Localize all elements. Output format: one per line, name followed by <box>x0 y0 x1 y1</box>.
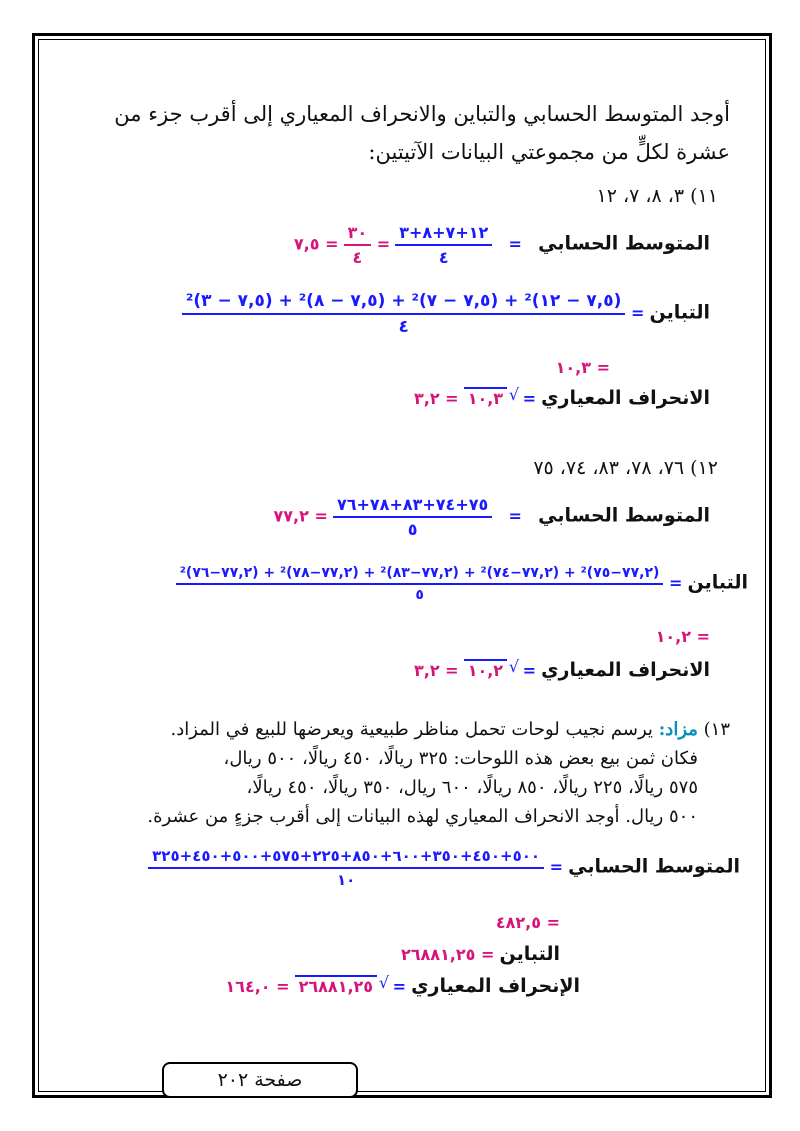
problem-13-statement: ١٣) مزاد: يرسم نجيب لوحات تحمل مناظر طبيعية ويعرضها للبيع في المزاد. فكان ثمن بيع بعض هذه اللوحات: ٣٢٥ ريالًا، ٤٥٠ ريالًا، ٥٠٠ ريال، ٥٧٥ ريالًا، ٢٢٥ ريالًا، ٨٥٠ ريالًا، ٦٠٠ ريال، ٣٥٠ ريالًا، ٤٥٠ ريالًا، ٥٠٠ ريال. أوجد الانحراف المعياري لهذه البيانات إلى أقرب جزءٍ من عشرة. <box>147 719 730 827</box>
problem-12-data: ١٢) ٧٦، ٧٨، ٨٣، ٧٤، ٧٥ <box>533 457 718 479</box>
intro-line-1: أوجد المتوسط الحسابي والتباين والانحراف المعياري إلى أقرب جزء من <box>114 102 730 126</box>
problem-12-variance: التباين = (٧٧,٢−٧٥)² + (٧٧,٢−٧٤)² + (٧٧,٢−٨٣)² + (٧٧,٢−٧٨)² + (٧٧,٢−٧٦)² ٥ <box>176 565 748 603</box>
problem-12-mean: المتوسط الحسابي = $\frac{٧٥+٧٤+٨٣+٧٨+٧٦}{٥}$ = ٧٧,٢ <box>273 495 710 539</box>
problem-11-variance: التباين = $\frac{\text{(٧,٥ − ١٢)² + (٧,٥ − ٧)² + (٧,٥ − ٨)² + (٧,٥ − ٣)²}}{٤}$ <box>182 291 710 337</box>
mean-fraction: $\frac{٧٥+٧٤+٨٣+٧٨+٧٦}{٥}$ <box>333 495 492 539</box>
problem-11-mean: المتوسط الحسابي = $\frac{١٢+٧+٨+٣}{٤}$ = $\frac{٣٠}{٤}$ = ٧,٥ <box>293 223 710 267</box>
problem-11-data: ١١) ٣، ٨، ٧، ١٢ <box>596 185 718 207</box>
variance-label: التباين <box>687 571 748 594</box>
sd-label: الإنحراف المعياري <box>411 975 580 997</box>
sd-result: ٣,٢ <box>414 389 440 408</box>
problem-11-variance-result: = ١٠,٣ <box>555 358 610 377</box>
mean-label: المتوسط الحسابي <box>538 504 710 527</box>
page-number-badge: صفحة ٢٠٢ <box>162 1062 358 1098</box>
variance-label: التباين <box>499 943 560 965</box>
mean-result: ٧,٥ <box>293 234 320 254</box>
problem-13-tag: مزاد: <box>658 719 698 740</box>
problem-12-sd: الانحراف المعياري = ١٠,٢ √ = ٣,٢ <box>414 659 710 681</box>
sd-result: ٣,٢ <box>414 661 440 680</box>
problem-11-sd: الانحراف المعياري = ١٠,٣ √ = ٣,٢ <box>414 387 710 409</box>
problem-13-mean-result: = ٤٨٢,٥ <box>495 913 560 932</box>
problem-13-number: ١٣) <box>703 719 730 740</box>
mean-fraction: $\frac{١٢+٧+٨+٣}{٤}$ <box>395 223 492 267</box>
mean-label: المتوسط الحسابي <box>568 855 740 878</box>
intro-line-2: عشرة لكلٍّ من مجموعتي البيانات الآتيتين: <box>368 140 730 164</box>
intro-instructions <box>114 95 730 171</box>
sd-label: الانحراف المعياري <box>541 387 710 409</box>
problem-13-sd: الإنحراف المعياري = ٢٦٨٨١,٢٥ √ = ١٦٤,٠ <box>225 975 580 997</box>
problem-12-variance-result: = ١٠,٢ <box>655 627 710 646</box>
mean-label: المتوسط الحسابي <box>538 232 710 255</box>
sd-radicand: ٢٦٨٨١,٢٥ √ <box>295 975 377 996</box>
mean-result: ٧٧,٢ <box>273 506 309 526</box>
variance-fraction: $\frac{\text{(٧,٥ − ١٢)² + (٧,٥ − ٧)² + (٧,٥ − ٨)² + (٧,٥ − ٣)²}}{٤}$ <box>182 291 625 337</box>
sd-radicand: ١٠,٢ √ <box>464 659 507 680</box>
mean-mid-fraction: $\frac{٣٠}{٤}$ <box>344 223 372 267</box>
variance-result: ٢٦٨٨١,٢٥ <box>400 945 476 964</box>
sd-label: الانحراف المعياري <box>541 659 710 681</box>
sd-radicand: ١٠,٣ √ <box>464 387 507 408</box>
problem-13-variance: التباين = ٢٦٨٨١,٢٥ <box>400 943 560 965</box>
variance-fraction: (٧٧,٢−٧٥)² + (٧٧,٢−٧٤)² + (٧٧,٢−٨٣)² + (٧٧,٢−٧٨)² + (٧٧,٢−٧٦)² ٥ <box>176 565 664 603</box>
mean-fraction: $\frac{٥٠٠+٤٥٠+٣٥٠+٦٠٠+٨٥٠+٢٢٥+٥٧٥+٥٠٠+٤٥٠+٣٢٥}{١٠}$ <box>148 847 544 889</box>
sd-result: ١٦٤,٠ <box>225 977 271 996</box>
problem-13-mean: المتوسط الحسابي = $\frac{٥٠٠+٤٥٠+٣٥٠+٦٠٠+٨٥٠+٢٢٥+٥٧٥+٥٠٠+٤٥٠+٣٢٥}{١٠}$ <box>148 847 740 889</box>
variance-label: التباين <box>649 301 710 324</box>
